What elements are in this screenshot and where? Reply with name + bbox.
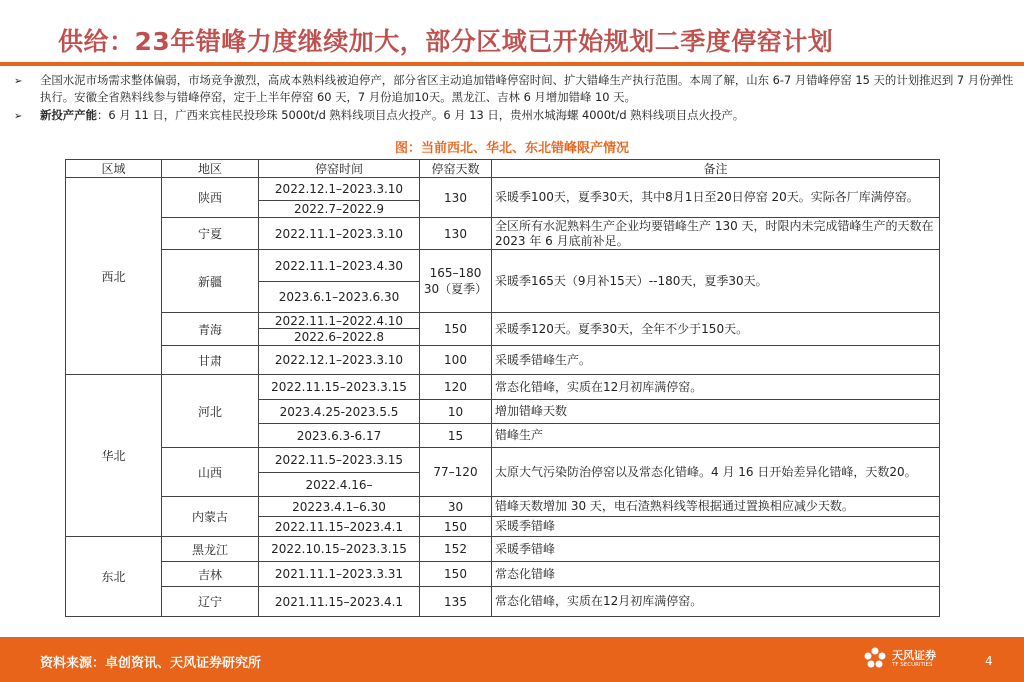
note-cell: 增加错峰天数 [492,400,940,424]
days-cell [420,250,492,313]
arrow-bullet-icon: ➢ [14,111,23,122]
time-cell: 2022.11.1–2023.4.30 [259,250,420,282]
bullet-text [40,107,1014,125]
bullet-body: ：6 月 11 日，广西来宾桂民投珍珠 5000t/d 熟料线项目点火投产。6 月 13 日，贵州水城海螺 4000t/d 熟料线项目点火投产。 [96,108,745,122]
header-region: 区域 [66,160,162,178]
area-cell: 山西 [162,448,259,497]
logo-name: 天风证券 [892,649,936,662]
days-cell: 30 [420,497,492,517]
source-note: 资料来源：卓创资讯、天风证券研究所 [40,656,262,671]
brand-logo [862,646,936,672]
area-cell: 甘肃 [162,346,259,375]
time-cell: 2022.10.15–2023.3.15 [259,537,420,562]
table-row [66,375,940,400]
days-cell: 130 [420,218,492,250]
bullet-text: 全国水泥市场需求整体偏弱，市场竞争激烈，高成本熟料线被迫停产，部分省区主动追加错峰停窑时间、扩大错峰生产执行范围。本周了解，山东 6-7 月错峰停窑 15 天的计划推迟到 7 月份弹性执行。安徽全省熟料线参与错峰停窑，定于上半年停窑 60 天，7 月份追加10天。黑龙江、吉林 6 月增加错峰 10 天。 [40,73,1014,104]
table-row [66,250,940,282]
note-cell: 常态化错峰，实质在12月初库满停窑。 [492,587,940,617]
time-cell: 2022.6–2022.8 [259,329,420,346]
region-cell: 华北 [66,375,162,537]
time-cell: 20223.4.1–6.30 [259,497,420,517]
table-row [66,448,940,473]
note-cell: 太原大气污染防治停窑以及常态化错峰。4 月 16 日开始差异化错峰，天数20。 [492,448,940,497]
table-row [66,218,940,250]
area-cell: 吉林 [162,562,259,587]
note-cell: 错峰生产 [492,424,940,448]
logo-subtitle: TF SECURITIES [892,662,933,668]
table-row [66,497,940,517]
time-cell: 2022.11.15–2023.3.15 [259,375,420,400]
area-cell: 河北 [162,375,259,448]
time-cell: 2022.12.1–2023.3.10 [259,346,420,375]
note-cell: 常态化错峰，实质在12月初库满停窑。 [492,375,940,400]
days-cell: 100 [420,346,492,375]
time-cell: 2022.11.5–2023.3.15 [259,448,420,473]
table-row [66,537,940,562]
header-time: 停窑时间 [259,160,420,178]
table-header-row [66,160,940,178]
table-row [66,562,940,587]
title-underline [0,62,1024,66]
days-line: 165–180 [429,265,482,280]
area-cell: 陕西 [162,178,259,218]
table-row [66,178,940,201]
table-row [66,346,940,375]
note-cell: 采暖季165天（9月补15天）--180天，夏季30天。 [492,250,940,313]
note-cell: 全区所有水泥熟料生产企业均要错峰生产 130 天，时限内未完成错峰生产的天数在 2023 年 6 月底前补足。 [492,218,940,250]
note-cell: 采暖季错峰 [492,537,940,562]
time-cell: 2023.6.3-6.17 [259,424,420,448]
days-cell: 135 [420,587,492,617]
bullet-list [14,72,1014,126]
days-cell: 77–120 [420,448,492,497]
slide-title: 供给：23年错峰力度继续加大，部分区域已开始规划二季度停窑计划 [58,27,834,56]
header-days: 停窑天数 [420,160,492,178]
time-cell: 2023.6.1–2023.6.30 [259,282,420,313]
page-number: 4 [985,654,993,668]
area-cell: 青海 [162,313,259,346]
bullet-item [14,72,1014,106]
region-cell: 西北 [66,178,162,375]
note-cell: 错峰天数增加 30 天，电石渣熟料线等根据通过置换相应减少天数。 [492,497,940,517]
area-cell: 辽宁 [162,587,259,617]
time-cell: 2021.11.15–2023.4.1 [259,587,420,617]
time-cell: 2021.11.1–2023.3.31 [259,562,420,587]
flower-logo-icon [862,646,888,672]
note-cell: 常态化错峰 [492,562,940,587]
note-cell: 采暖季错峰生产。 [492,346,940,375]
figure-caption: 图：当前西北、华北、东北错峰限产情况 [394,141,629,156]
area-cell: 宁夏 [162,218,259,250]
days-cell: 10 [420,400,492,424]
arrow-bullet-icon: ➢ [14,76,23,87]
time-cell: 2022.12.1–2023.3.10 [259,178,420,201]
area-cell: 新疆 [162,250,259,313]
note-cell: 采暖季120天。夏季30天，全年不少于150天。 [492,313,940,346]
table-row [66,587,940,617]
days-cell: 130 [420,178,492,218]
days-cell: 150 [420,562,492,587]
note-cell: 采暖季100天，夏季30天，其中8月1日至20日停窑 20天。实际各厂库满停窑。 [492,178,940,218]
days-cell: 150 [420,517,492,537]
header-area: 地区 [162,160,259,178]
bullet-lead: 新投产产能 [40,108,97,122]
days-cell: 15 [420,424,492,448]
time-cell: 2022.11.1–2023.3.10 [259,218,420,250]
time-cell: 2022.4.16– [259,473,420,497]
days-cell: 120 [420,375,492,400]
region-cell: 东北 [66,537,162,617]
days-line: 30（夏季） [423,281,488,296]
time-cell: 2022.7–2022.9 [259,201,420,218]
header-note: 备注 [492,160,940,178]
note-cell: 采暖季错峰 [492,517,940,537]
days-cell: 152 [420,537,492,562]
production-restriction-table [65,159,940,617]
area-cell: 内蒙古 [162,497,259,537]
area-cell: 黑龙江 [162,537,259,562]
table-row [66,313,940,329]
time-cell: 2023.4.25-2023.5.5 [259,400,420,424]
days-cell: 150 [420,313,492,346]
time-cell: 2022.11.1–2022.4.10 [259,313,420,329]
bullet-item [14,107,1014,125]
time-cell: 2022.11.15–2023.4.1 [259,517,420,537]
